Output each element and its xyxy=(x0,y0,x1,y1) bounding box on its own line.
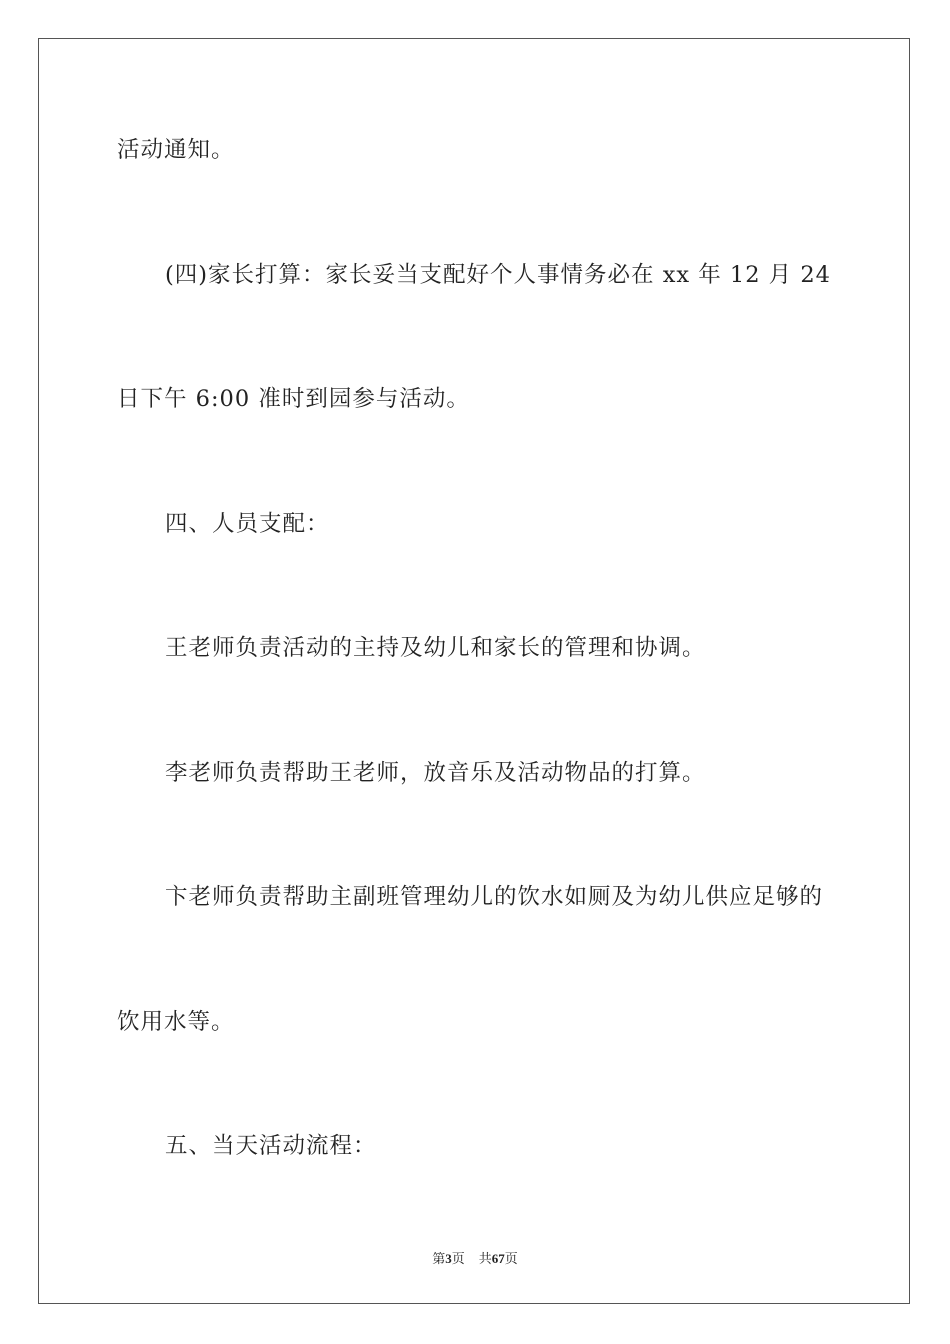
text-line-1: 活动通知。 xyxy=(117,137,235,163)
footer-page-suffix: 页 xyxy=(451,1251,465,1266)
text-line-6: 李老师负责帮助王老师，放音乐及活动物品的打算。 xyxy=(165,760,706,786)
text-line-8: 饮用水等。 xyxy=(117,1009,235,1035)
text-line-7: 卞老师负责帮助主副班管理幼儿的饮水如厕及为幼儿供应足够的 xyxy=(165,884,824,910)
page-border xyxy=(38,38,910,1304)
text-line-2: (四)家长打算：家长妥当支配好个人事情务必在 xx 年 12 月 24 xyxy=(165,262,831,288)
footer-page-prefix: 第 xyxy=(432,1251,446,1266)
section-heading-staff: 四、人员支配： xyxy=(165,511,330,537)
section-heading-schedule: 五、当天活动流程： xyxy=(165,1133,377,1159)
page-footer xyxy=(0,1248,950,1267)
text-line-3: 日下午 6:00 准时到园参与活动。 xyxy=(117,386,470,412)
text-line-5: 王老师负责活动的主持及幼儿和家长的管理和协调。 xyxy=(165,635,706,661)
footer-total-pages: 67 xyxy=(491,1251,505,1266)
footer-page-number: 3 xyxy=(445,1251,452,1266)
footer-total-prefix: 共 xyxy=(478,1251,492,1266)
footer-total-suffix: 页 xyxy=(504,1251,518,1266)
